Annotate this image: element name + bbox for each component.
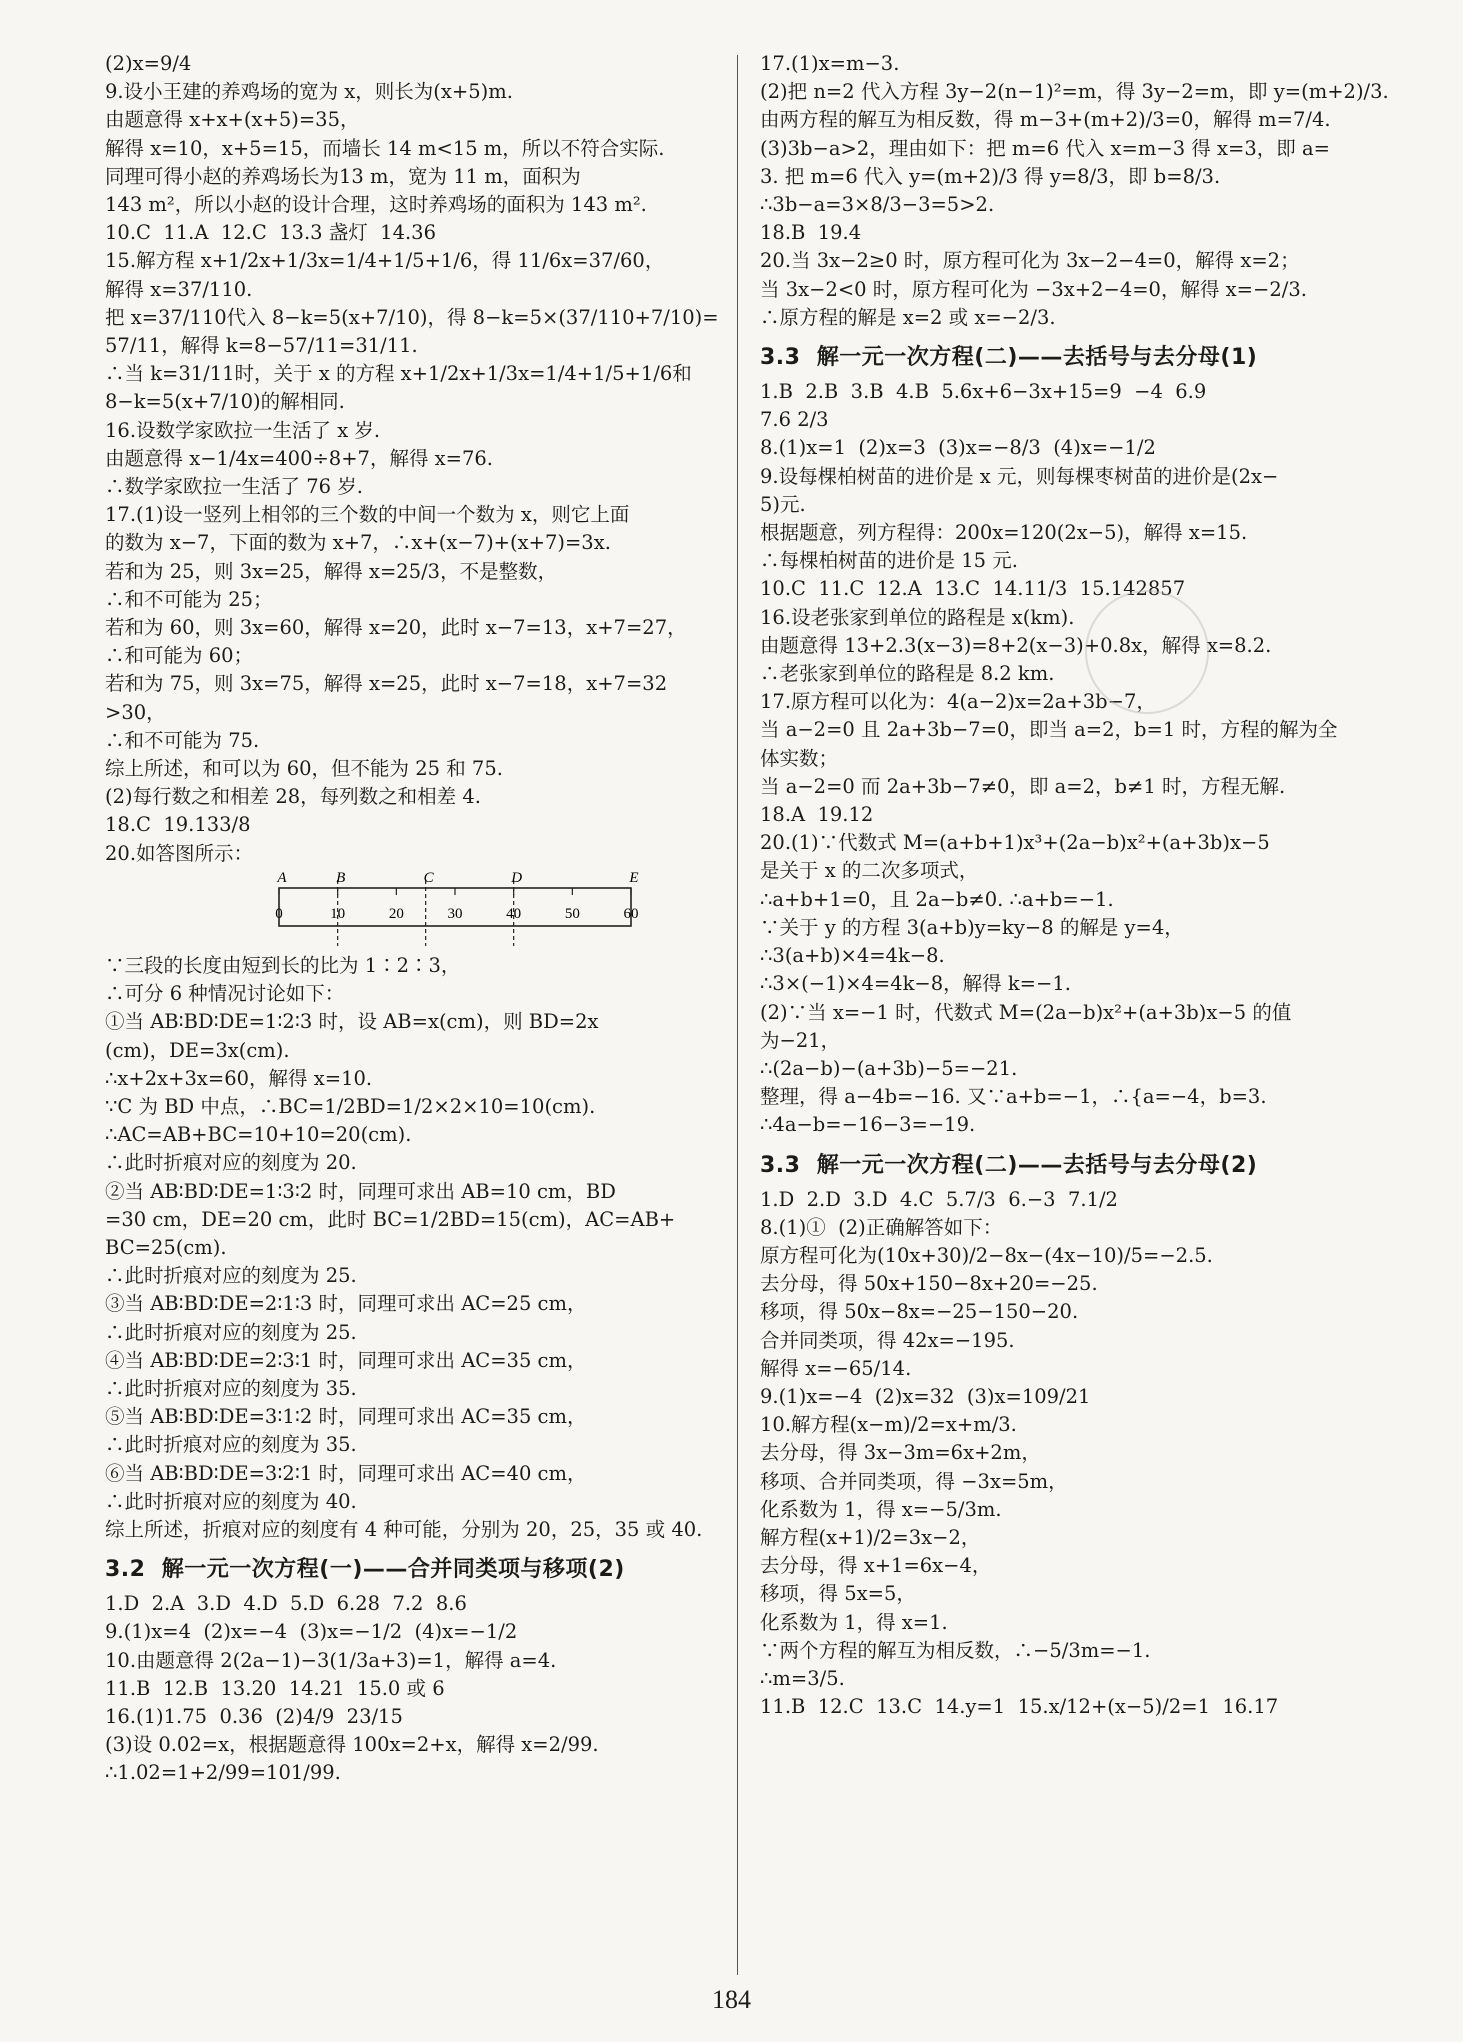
answer-line: 同理可得小赵的养鸡场长为13 m，宽为 11 m，面积为 [105, 164, 581, 188]
answer-line: 体实数； [760, 746, 839, 770]
answer-line: 1.D 2.D 3.D 4.C 5.7/3 6.−3 7.1/2 [760, 1187, 1118, 1211]
answer-line: ∴此时折痕对应的刻度为 40. [105, 1489, 357, 1513]
answer-line: (3)设 0.02=x，根据题意得 100x=2+x，解得 x=2/99. [105, 1733, 599, 1757]
ruler-tick-label: 0 [275, 905, 283, 922]
answer-line: 15.解方程 x+1/2x+1/3x=1/4+1/5+1/6，得 11/6x=37/60， [105, 249, 665, 273]
answer-line: 去分母，得 50x+150−8x+20=−25. [760, 1272, 1098, 1296]
answer-line: 把 x=37/110代入 8−k=5(x+7/10)，得 8−k=5×(37/110+7/10)= [105, 305, 719, 329]
answer-line: ∴4a−b=−16−3=−19. [760, 1113, 976, 1137]
answer-line: 的数为 x−7，下面的数为 x+7，∴x+(x−7)+(x+7)=3x. [105, 531, 611, 555]
ruler-tick-label: 60 [623, 905, 639, 922]
ruler-point-label: E [629, 869, 639, 886]
answer-line: 为−21， [760, 1028, 841, 1052]
ruler-point-label: C [423, 869, 434, 886]
answer-line: 16.设老张家到单位的路程是 x(km). [760, 605, 1075, 629]
answer-line: 合并同类项，得 42x=−195. [760, 1328, 1015, 1352]
answer-line: ∴a+b+1=0，且 2a−b≠0. ∴a+b=−1. [760, 887, 1114, 911]
answer-line: ∴每棵柏树苗的进价是 15 元. [760, 549, 1018, 573]
section-heading: 3.3 解一元一次方程(二)——去括号与去分母(1) [760, 345, 1258, 371]
answer-line: 由两方程的解互为相反数，得 m−3+(m+2)/3=0，解得 m=7/4. [760, 108, 1331, 132]
answer-line: ∴当 k=31/11时，关于 x 的方程 x+1/2x+1/3x=1/4+1/5+1/6和 [105, 362, 692, 386]
answer-line: 1.B 2.B 3.B 4.B 5.6x+6−3x+15=9 −4 6.9 [760, 380, 1207, 404]
answer-line: (2)每行数之和相差 28，每列数之和相差 4. [105, 785, 481, 809]
answer-line: 16.设数学家欧拉一生活了 x 岁. [105, 418, 381, 442]
answer-line: 20.当 3x−2≥0 时，原方程可化为 3x−2−4=0，解得 x=2； [760, 249, 1300, 273]
answer-line: 移项，得 50x−8x=−25−150−20. [760, 1300, 1079, 1324]
right-column [760, 50, 1450, 1721]
answer-line: 是关于 x 的二次多项式， [760, 859, 979, 883]
answer-line: 去分母，得 3x−3m=6x+2m， [760, 1441, 1041, 1465]
answer-line: 整理，得 a−4b=−16. 又∵a+b=−1，∴{a=−4，b=3. [760, 1085, 1267, 1109]
ruler-point-label: D [511, 869, 523, 886]
watermark-stamp [1085, 590, 1209, 714]
answer-line: 由题意得 13+2.3(x−3)=8+2(x−3)+0.8x，解得 x=8.2. [760, 633, 1272, 657]
ruler-tick-label: 20 [388, 905, 404, 922]
answer-line: ④当 AB∶BD∶DE=2∶3∶1 时，同理可求出 AC=35 cm， [105, 1348, 587, 1372]
ruler-point-label: B [336, 869, 346, 886]
section-heading: 3.3 解一元一次方程(二)——去括号与去分母(2) [760, 1152, 1258, 1178]
answer-line: ∴数学家欧拉一生活了 76 岁. [105, 475, 363, 499]
answer-line: ②当 AB∶BD∶DE=1∶3∶2 时，同理可求出 AB=10 cm，BD [105, 1179, 616, 1203]
answer-line: 去分母，得 x+1=6x−4， [760, 1554, 992, 1578]
answer-line: 10.C 11.C 12.A 13.C 14.11/3 15.142857 [760, 577, 1186, 601]
answer-line: ③当 AB∶BD∶DE=2∶1∶3 时，同理可求出 AC=25 cm， [105, 1292, 587, 1316]
answer-line: 10.由题意得 2(2a−1)−3(1/3a+3)=1，解得 a=4. [105, 1648, 557, 1672]
answer-line: 17.原方程可以化为：4(a−2)x=2a+3b−7， [760, 690, 1156, 714]
answer-line: ∴3b−a=3×8/3−3=5>2. [760, 193, 995, 217]
ruler-tick-label: 50 [564, 905, 580, 922]
answer-line: 解得 x=10，x+5=15，而墙长 14 m<15 m，所以不符合实际. [105, 136, 665, 160]
answer-line: 5)元. [760, 492, 806, 516]
answer-line: ⑥当 AB∶BD∶DE=3∶2∶1 时，同理可求出 AC=40 cm， [105, 1461, 587, 1485]
answer-line: 8.(1)x=1 (2)x=3 (3)x=−8/3 (4)x=−1/2 [760, 436, 1156, 460]
answer-line: (2)∵当 x=−1 时，代数式 M=(2a−b)x²+(a+3b)x−5 的值 [760, 1000, 1292, 1024]
answer-line: 9.设小王建的养鸡场的宽为 x，则长为(x+5)m. [105, 80, 513, 104]
ruler-point-label: A [277, 869, 287, 886]
ruler-tick-label: 10 [330, 905, 346, 922]
answer-line: 解得 x=−65/14. [760, 1356, 912, 1380]
answer-line: (2)把 n=2 代入方程 3y−2(n−1)²=m，得 3y−2=m，即 y=(m+2)/3. [760, 80, 1389, 104]
answer-line: ∵C 为 BD 中点，∴BC=1/2BD=1/2×2×10=10(cm). [105, 1094, 596, 1118]
answer-line: 移项、合并同类项，得 −3x=5m， [760, 1469, 1068, 1493]
answer-line: 143 m²，所以小赵的设计合理，这时养鸡场的面积为 143 m². [105, 193, 647, 217]
answer-line: 8.(1)① (2)正确解答如下： [760, 1215, 1003, 1239]
answer-line: 17.(1)x=m−3. [760, 52, 900, 75]
answer-line: 9.(1)x=−4 (2)x=32 (3)x=109/21 [760, 1384, 1091, 1408]
answer-line: 11.B 12.B 13.20 14.21 15.0 或 6 [105, 1676, 445, 1700]
answer-line: 化系数为 1，得 x=−5/3m. [760, 1497, 1002, 1521]
answer-line: 移项，得 5x=5， [760, 1582, 916, 1606]
answer-line: (3)3b−a>2，理由如下：把 m=6 代入 x=m−3 得 x=3，即 a= [760, 136, 1330, 160]
answer-line: ∴和不可能为 25； [105, 587, 273, 611]
answer-line: (2)x=9/4 [105, 52, 192, 75]
answer-line: =30 cm，DE=20 cm，此时 BC=1/2BD=15(cm)，AC=AB+ [105, 1207, 676, 1231]
answer-line: 3. 把 m=6 代入 y=(m+2)/3 得 y=8/3，即 b=8/3. [760, 164, 1221, 188]
answer-line: ∵两个方程的解互为相反数，∴−5/3m=−1. [760, 1638, 1151, 1662]
answer-line: ∴AC=AB+BC=10+10=20(cm). [105, 1123, 412, 1147]
left-column [105, 50, 795, 1788]
answer-line: 20.如答图所示： [105, 841, 254, 865]
ruler-diagram [265, 868, 645, 948]
answer-line: ①当 AB∶BD∶DE=1∶2∶3 时，设 AB=x(cm)，则 BD=2x [105, 1010, 599, 1034]
answer-line: 11.B 12.C 13.C 14.y=1 15.x/12+(x−5)/2=1 16.17 [760, 1695, 1279, 1719]
answer-line: 18.A 19.12 [760, 803, 874, 827]
answer-line: 7.6 2/3 [760, 408, 829, 432]
answer-line: ∴此时折痕对应的刻度为 20. [105, 1151, 357, 1175]
answer-line: 57/11，解得 k=8−57/11=31/11. [105, 334, 418, 358]
answer-line: 当 a−2=0 且 2a+3b−7=0，即当 a=2，b=1 时，方程的解为全 [760, 718, 1338, 742]
answer-line: 综上所述，折痕对应的刻度有 4 种可能，分别为 20，25，35 或 40. [105, 1517, 703, 1541]
answer-line: 当 a−2=0 而 2a+3b−7≠0，即 a=2，b≠1 时，方程无解. [760, 774, 1286, 798]
page-number: 184 [712, 1985, 751, 2014]
answer-line: ∴此时折痕对应的刻度为 25. [105, 1264, 357, 1288]
answer-line: 20.(1)∵代数式 M=(a+b+1)x³+(2a−b)x²+(a+3b)x−5 [760, 831, 1270, 855]
answer-line: ∴可分 6 种情况讨论如下： [105, 982, 345, 1006]
answer-line: 解方程(x+1)/2=3x−2， [760, 1525, 981, 1549]
answer-line: ∴此时折痕对应的刻度为 25. [105, 1320, 357, 1344]
answer-line: ∴3×(−1)×4=4k−8，解得 k=−1. [760, 972, 1071, 996]
answer-line: 10.C 11.A 12.C 13.3 盏灯 14.36 [105, 221, 436, 245]
answer-line: 由题意得 x−1/4x=400÷8+7，解得 x=76. [105, 446, 494, 470]
answer-line: ∴原方程的解是 x=2 或 x=−2/3. [760, 305, 1056, 329]
answer-line: ∴老张家到单位的路程是 8.2 km. [760, 662, 1055, 686]
answer-line: 18.C 19.133/8 [105, 813, 251, 837]
answer-line: 9.设每棵柏树苗的进价是 x 元，则每棵枣树苗的进价是(2x− [760, 464, 1279, 488]
answer-line: ∴x+2x+3x=60，解得 x=10. [105, 1066, 373, 1090]
ruler-figure [105, 868, 795, 952]
answer-line: 原方程可化为(10x+30)/2−8x−(4x−10)/5=−2.5. [760, 1243, 1213, 1267]
answer-line: ⑤当 AB∶BD∶DE=3∶1∶2 时，同理可求出 AC=35 cm， [105, 1405, 587, 1429]
answer-line: ∴和可能为 60； [105, 644, 254, 668]
answer-line: ∵三段的长度由短到长的比为 1∶2∶3， [105, 953, 461, 977]
answer-line: (cm)，DE=3x(cm). [105, 1038, 290, 1062]
answer-line: 当 3x−2<0 时，原方程可化为 −3x+2−4=0，解得 x=−2/3. [760, 277, 1307, 301]
answer-line: 根据题意，列方程得：200x=120(2x−5)，解得 x=15. [760, 521, 1248, 545]
column-divider [737, 55, 738, 1975]
answer-line: 若和为 75，则 3x=75，解得 x=25，此时 x−7=18，x+7=32 [105, 672, 668, 696]
answer-line: 8−k=5(x+7/10)的解相同. [105, 390, 345, 414]
answer-line: 1.D 2.A 3.D 4.D 5.D 6.28 7.2 8.6 [105, 1592, 467, 1616]
answer-line: 若和为 25，则 3x=25，解得 x=25/3，不是整数， [105, 559, 558, 583]
answer-line: ∴此时折痕对应的刻度为 35. [105, 1376, 357, 1400]
answer-line: 综上所述，和可以为 60，但不能为 25 和 75. [105, 757, 503, 781]
answer-line: 若和为 60，则 3x=60，解得 x=20，此时 x−7=13，x+7=27， [105, 616, 687, 640]
answer-line: 由题意得 x+x+(x+5)=35， [105, 108, 360, 132]
answer-line: 16.(1)1.75 0.36 (2)4/9 23/15 [105, 1704, 403, 1728]
answer-line: 17.(1)设一竖列上相邻的三个数的中间一个数为 x，则它上面 [105, 503, 630, 527]
answer-line: >30， [105, 700, 166, 724]
answer-line: ∴1.02=1+2/99=101/99. [105, 1761, 341, 1785]
ruler-tick-label: 40 [506, 905, 522, 922]
answer-line: 解得 x=37/110. [105, 277, 253, 301]
section-heading: 3.2 解一元一次方程(一)——合并同类项与移项(2) [105, 1557, 625, 1583]
answer-line: ∵关于 y 的方程 3(a+b)y=ky−8 的解是 y=4， [760, 915, 1184, 939]
ruler-tick-label: 30 [447, 905, 463, 922]
answer-line: ∴此时折痕对应的刻度为 35. [105, 1433, 357, 1457]
answer-line: 化系数为 1，得 x=1. [760, 1610, 948, 1634]
answer-line: 10.解方程(x−m)/2=x+m/3. [760, 1413, 1017, 1437]
answer-line: ∴(2a−b)−(a+3b)−5=−21. [760, 1056, 1018, 1080]
answer-line: ∴3(a+b)×4=4k−8. [760, 944, 945, 968]
answer-line: 18.B 19.4 [760, 221, 862, 245]
answer-line: ∴m=3/5. [760, 1666, 845, 1690]
answer-line: 9.(1)x=4 (2)x=−4 (3)x=−1/2 (4)x=−1/2 [105, 1620, 518, 1644]
answer-line: BC=25(cm). [105, 1235, 227, 1259]
answer-line: ∴和不可能为 75. [105, 728, 260, 752]
